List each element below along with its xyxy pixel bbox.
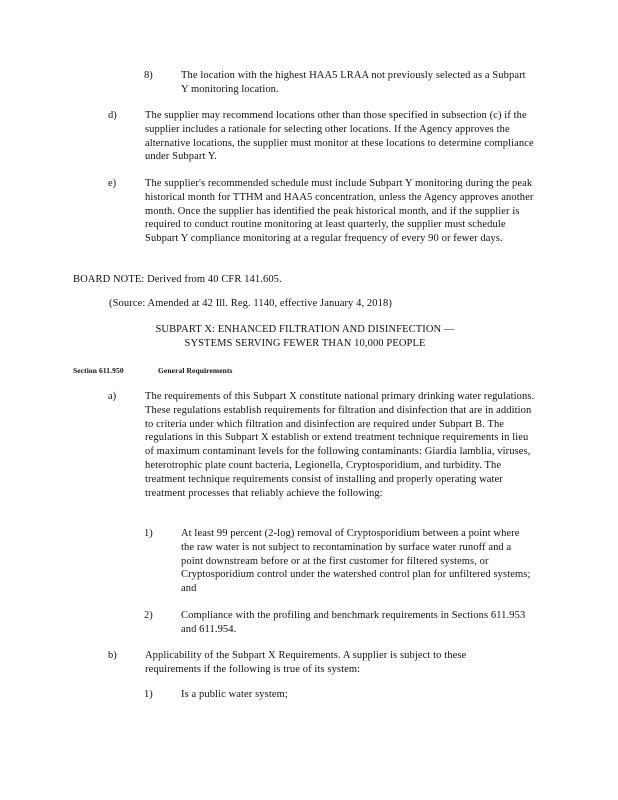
board-note: BOARD NOTE: Derived from 40 CFR 141.605. [73, 274, 282, 285]
item-8-text: The location with the highest HAA5 LRAA not previously selected as a Subpart Y monitoring location. [181, 70, 526, 95]
paragraph-e-text: The supplier's recommended schedule must include Subpart Y monitoring during the peak historical month for TTHM and HAA5 concentration, unless the Agency approves another month. Once the supplier has identified the peak historical month, and if the supplier is required to conduct routine monitoring at least quarterly, the supplier must schedule Subpart Y compliance monitoring at a regular frequency of every 90 or fewer days. [145, 178, 534, 245]
paragraph-b-label: b) [108, 650, 117, 661]
paragraph-a-item-2-label: 2) [144, 610, 153, 621]
section-title: General Requirements [158, 366, 233, 375]
paragraph-a-label: a) [108, 391, 117, 402]
paragraph-a-item-1-label: 1) [144, 528, 153, 539]
subpart-title-line-2: SYSTEMS SERVING FEWER THAN 10,000 PEOPLE [184, 338, 426, 349]
item-8-label: 8) [144, 70, 153, 81]
section-number: Section 611.950 [73, 366, 124, 375]
paragraph-b-item-1-label: 1) [144, 689, 153, 700]
subpart-title-line-1: SUBPART X: ENHANCED FILTRATION AND DISINFECTION — [155, 324, 455, 335]
paragraph-a-item-1-text: At least 99 percent (2-log) removal of Cryptosporidium between a point where the raw water is not subject to recontamination by surface water runoff and a point downstream before or at the first customer for filtered systems, or Cryptosporidium control under the watershed control plan for unfiltered systems; and [181, 528, 531, 595]
paragraph-a-text: The requirements of this Subpart X constitute national primary drinking water regulations. These regulations establish requirements for filtration and disinfection that are in addition to criteria under which filtration and disinfection are required under Subpart B. The regulations in this Subpart X establish or extend treatment technique requirements in lieu of maximum contaminant levels for the following contaminants: Giardia lamblia, viruses, heterotrophic plate count bacteria, Legionella, Cryptosporidium, and turbidity. The treatment technique requirements consist of installing and properly operating water treatment processes that reliably achieve the following: [145, 391, 535, 499]
paragraph-b-text: Applicability of the Subpart X Requirements. A supplier is subject to these requirements if the following is true of its system: [145, 650, 467, 675]
paragraph-d-text: The supplier may recommend locations other than those specified in subsection (c) if the supplier includes a rationale for selecting other locations. If the Agency approves the alternative locations, the supplier must monitor at these locations to determine compliance under Subpart Y. [145, 110, 534, 163]
paragraph-a-item-2-text: Compliance with the profiling and benchmark requirements in Sections 611.953 and 611.954. [181, 610, 526, 635]
source-note: (Source: Amended at 42 Ill. Reg. 1140, effective January 4, 2018) [109, 298, 392, 309]
paragraph-e-label: e) [108, 178, 117, 189]
paragraph-b-item-1-text: Is a public water system; [181, 689, 288, 700]
paragraph-d-label: d) [108, 110, 117, 121]
